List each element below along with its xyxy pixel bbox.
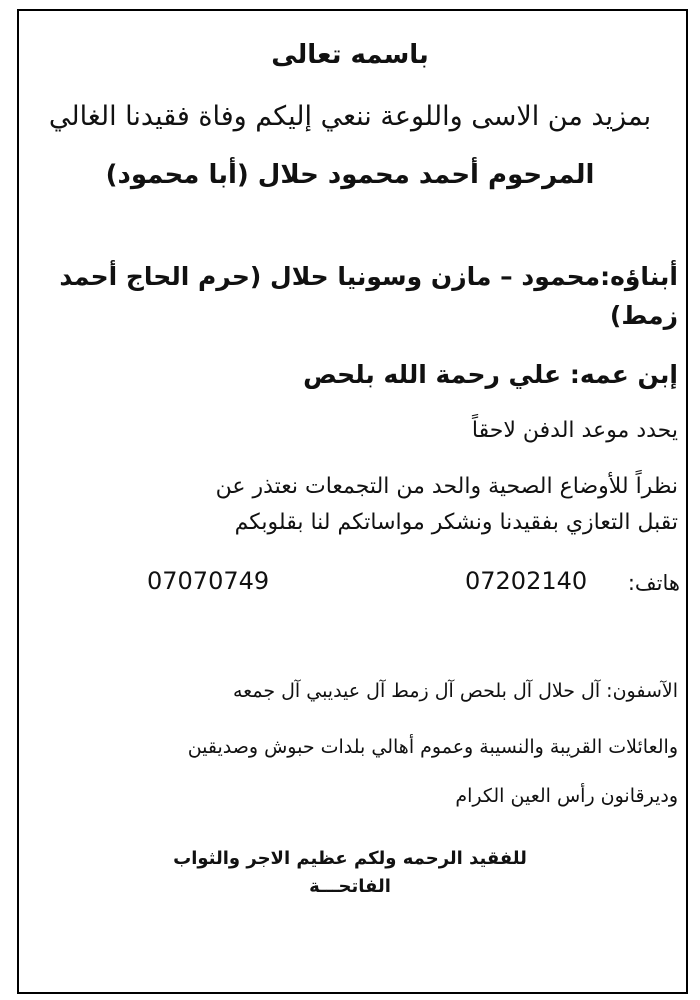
- mourners-line-1: الآسفون: آل حلال آل بلحص آل زمط آل عيديبي آل جمعه: [232, 680, 678, 702]
- closing-prayer: للفقيد الرحمه ولكم عظيم الاجر والثواب: [173, 848, 527, 869]
- sons-line-2: زمط): [609, 301, 678, 330]
- deceased-name: المرحوم أحمد محمود حلال (أبا محمود): [105, 160, 595, 190]
- announcement-intro: بمزيد من الاسى واللوعة ننعي إليكم وفاة فقيدنا الغالي: [48, 101, 652, 132]
- sons-line-1: أبناؤه:محمود – مازن وسونيا حلال (حرم الحاج أحمد: [59, 262, 678, 291]
- notice-border: [17, 9, 688, 994]
- condolence-notice-line-2: تقبل التعازي بفقيدنا ونشكر مواساتكم لنا بقلوبكم: [234, 510, 678, 535]
- phone-label: هاتف:: [627, 571, 680, 595]
- mourners-line-3: وديرقانون رأس العين الكرام: [455, 785, 678, 807]
- basmala-heading: باسمه تعالى: [271, 40, 429, 70]
- phone-number-1: 07202140: [465, 567, 588, 595]
- condolence-notice-line-1: نظراً للأوضاع الصحية والحد من التجمعات نعتذر عن: [215, 474, 678, 499]
- fatiha-line: الفاتحـــة: [309, 876, 391, 897]
- phone-number-2: 07070749: [147, 567, 270, 595]
- cousin-line: إبن عمه: علي رحمة الله بلحص: [303, 360, 678, 389]
- phone-row: [20, 567, 680, 597]
- burial-notice: يحدد موعد الدفن لاحقاً: [471, 418, 678, 443]
- mourners-line-2: والعائلات القريبة والنسيبة وعموم أهالي بلدات حبوش وصديقين: [187, 736, 678, 758]
